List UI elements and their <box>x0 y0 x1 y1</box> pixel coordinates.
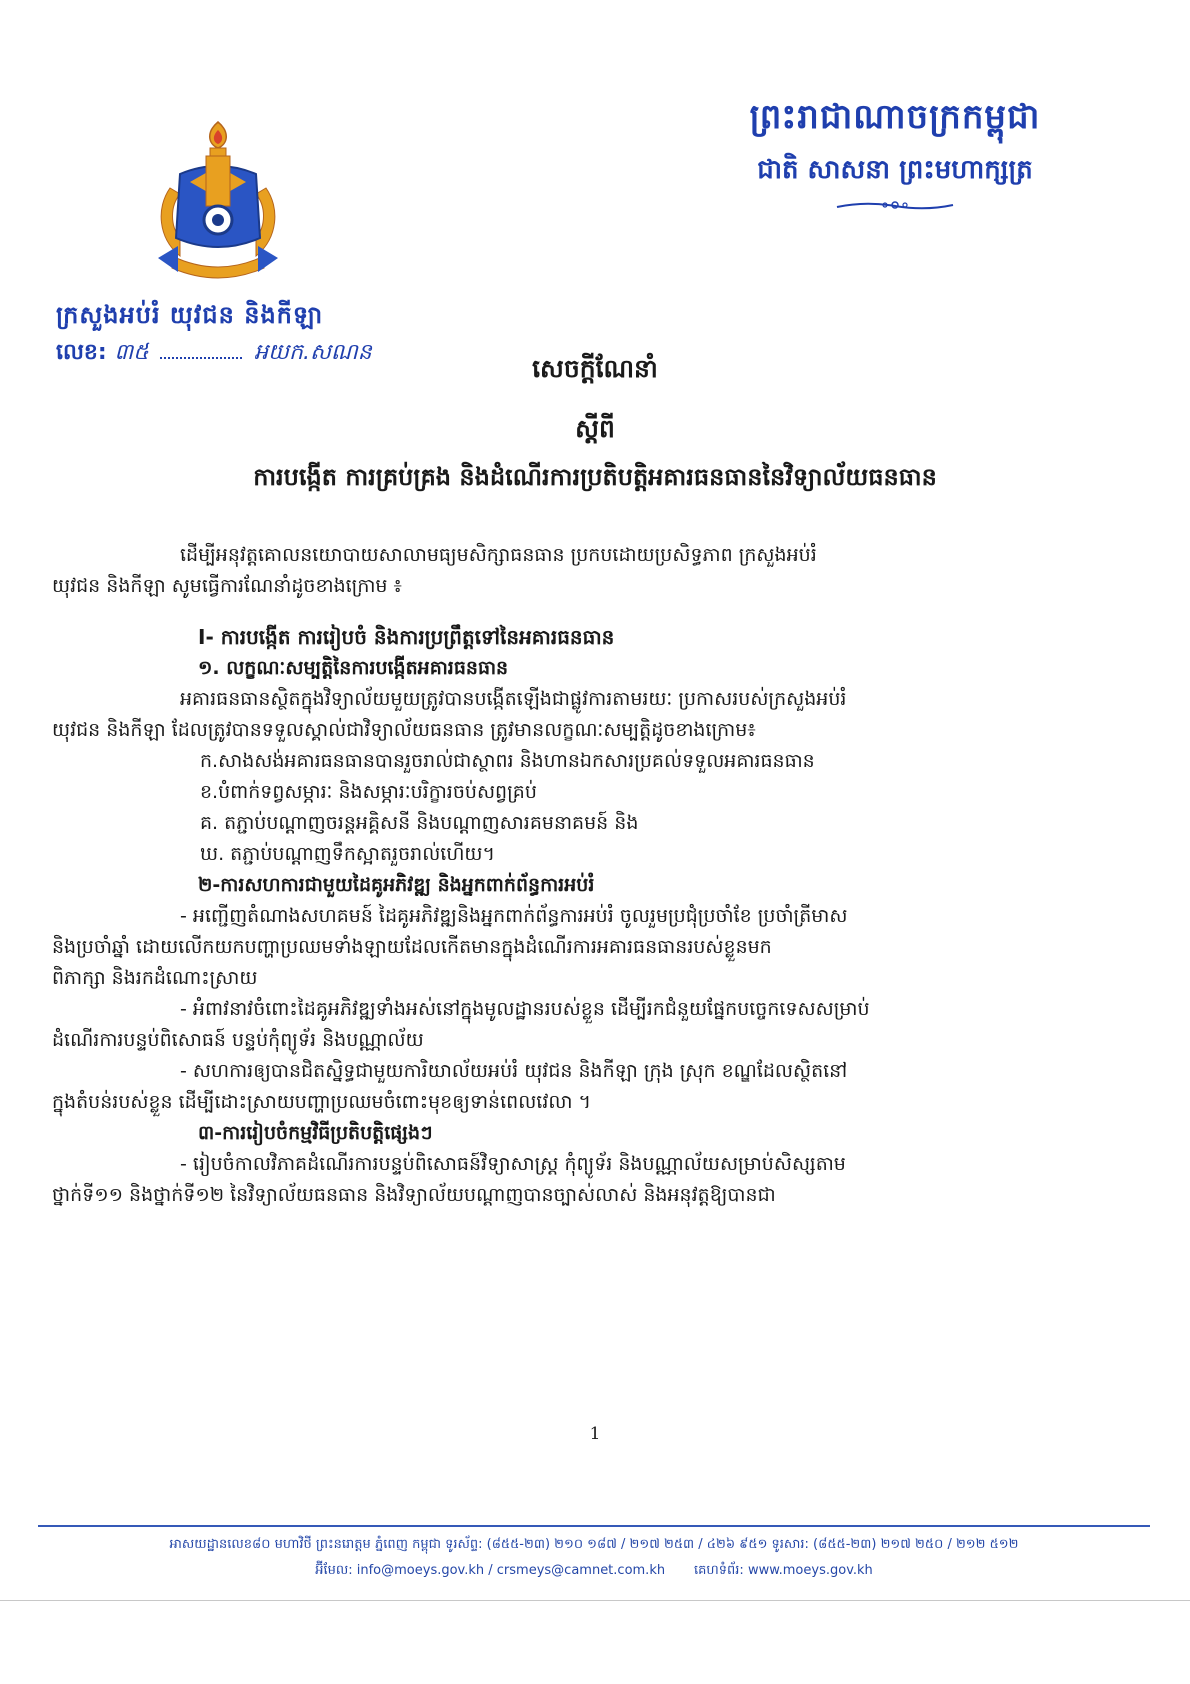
paragraph-line: - អញ្ជើញតំណាងសហគមន៍ ដៃគូអភិវឌ្ឍនិងអ្នកពាក់ព័ន្ធការអប់រំ ចូលរួមប្រជុំប្រចាំខែ ប្រចាំត្រីមាស <box>180 905 848 927</box>
ministry-emblem-icon <box>150 118 286 286</box>
list-item: ក.សាងសង់អគារធនធានបានរួចរាល់ជាស្ថាពរ និងហានឯកសារប្រគល់ទទួលអគារធនធាន <box>200 750 815 772</box>
page-number: 1 <box>589 1424 601 1444</box>
list-item: ខ.បំពាក់ទព្វសម្ភារៈ និងសម្ភារៈបរិក្ខារចប់សព្វគ្រប់ <box>200 781 537 803</box>
scan-edge-line <box>0 1600 1190 1601</box>
footer-divider <box>38 1525 1150 1527</box>
ref-number: ៣៥ <box>114 340 149 365</box>
section-heading: I- ការបង្កើត ការរៀបចំ និងការប្រព្រឹត្តទៅនៃអគារធនធាន <box>198 625 615 649</box>
email-links[interactable]: info@moeys.gov.kh / crsmeys@camnet.com.kh <box>356 1563 666 1578</box>
kingdom-title: ព្រះរាជាណាចក្រកម្ពុជា <box>749 97 1041 137</box>
subject-title: ការបង្កើត ការគ្រប់គ្រង និងដំណើរការប្រតិបត្តិអគារធនធាននៃវិទ្យាល័យធនធាន <box>253 463 937 491</box>
paragraph-line: - រៀបចំកាលវិភាគដំណើរការបន្ទប់ពិសោធន៍វិទ្យាសាស្ត្រ កុំព្យូទ័រ និងបណ្ណាល័យសម្រាប់សិស្សតាម <box>180 1153 846 1175</box>
website-link[interactable]: www.moeys.gov.kh <box>747 1563 873 1578</box>
list-item: ឃ. តភ្ជាប់បណ្តាញទឹកស្អាតរួចរាល់ហើយ។ <box>200 843 496 865</box>
subsection-heading: ៣-ការរៀបចំកម្មវិធីប្រតិបត្តិផ្សេងៗ <box>198 1122 433 1144</box>
doc-type-title: សេចក្តីណែនាំ <box>532 354 658 383</box>
subsection-heading: ១. លក្ខណៈសម្បត្តិនៃការបង្កើតអគារធនធាន <box>198 657 509 679</box>
kingdom-header <box>700 95 1090 217</box>
website-label: គេហទំព័រ: <box>694 1563 744 1578</box>
footer-address: អាសយដ្ឋានលេខ៨០ មហាវិថី ព្រះនរោត្តម ភ្នំពេញ កម្ពុជា ទូរស័ព្ទ: (៨៥៥-២៣) ២១០ ១៨៧ / ២១៧ ២៥៣ / ៤២៦ ៩៥១ ទូរសារ: (៨៥៥-២៣) ២១៧ ២៥០ / ២១២ ៥១២ <box>169 1537 1019 1552</box>
about-title: ស្តីពី <box>575 414 615 443</box>
email-label: អ៊ីមែល: <box>315 1563 353 1578</box>
paragraph-line: ថ្នាក់ទី១១ និងថ្នាក់ទី១២ នៃវិទ្យាល័យធនធាន និងវិទ្យាល័យបណ្តាញបានច្បាស់លាស់ និងអនុវត្តឱ្យបានជា <box>52 1184 776 1206</box>
paragraph-line: ដំណើរការបន្ទប់ពិសោធន៍ បន្ទប់កុំព្យូទ័រ និងបណ្ណាល័យ <box>52 1029 424 1051</box>
document-body <box>52 540 1122 1211</box>
ministry-name: ក្រសួងអប់រំ យុវជន និងកីឡា <box>56 301 324 329</box>
ornament-divider-icon <box>835 197 955 213</box>
paragraph-line: និងប្រចាំឆ្នាំ ដោយលើកយកបញ្ហាប្រឈមទាំងឡាយដែលកើតមានក្នុងដំណើរការអគារធនធានរបស់ខ្លួនមក <box>52 936 772 958</box>
kingdom-motto: ជាតិ សាសនា ព្រះមហាក្សត្រ <box>757 155 1033 185</box>
paragraph-line: - សហការឲ្យបានជិតស្និទ្ធជាមួយការិយាល័យអប់រំ យុវជន និងកីឡា ក្រុង ស្រុក ខណ្ឌដែលស្ថិតនៅ <box>180 1060 848 1082</box>
intro-line: ដើម្បីអនុវត្តគោលនយោបាយសាលាមធ្យមសិក្សាធនធាន ប្រកបដោយប្រសិទ្ធភាព ក្រសួងអប់រំ <box>180 544 817 566</box>
paragraph-line: អគារធនធានស្ថិតក្នុងវិទ្យាល័យមួយត្រូវបានបង្កើតឡើងជាផ្លូវការតាមរយៈ ប្រកាសរបស់ក្រសួងអប់រំ <box>180 688 847 710</box>
paragraph-line: ក្នុងតំបន់របស់ខ្លួន ដើម្បីដោះស្រាយបញ្ហាប្រឈមចំពោះមុខឲ្យទាន់ពេលវេលា ។ <box>52 1091 592 1113</box>
subsection-heading: ២-ការសហការជាមួយដៃគូអភិវឌ្ឍ និងអ្នកពាក់ព័ន្ធការអប់រំ <box>198 874 595 896</box>
ref-code: អយក.សណន <box>254 340 372 365</box>
paragraph-line: - អំពាវនាវចំពោះដៃគូអភិវឌ្ឍទាំងអស់នៅក្នុងមូលដ្ឋានរបស់ខ្លួន ដើម្បីរកជំនួយផ្នែកបច្ចេកទេសសម្រាប់ <box>180 998 870 1020</box>
ref-label: លេខ: <box>56 340 107 365</box>
list-item: គ. តភ្ជាប់បណ្តាញចរន្តអគ្គិសនី និងបណ្តាញសារគមនាគមន៍ និង <box>200 812 639 834</box>
footer-contact <box>38 1562 1150 1581</box>
paragraph-line: យុវជន និងកីឡា ដែលត្រូវបានទទួលស្គាល់ជាវិទ្យាល័យធនធាន ត្រូវមានលក្ខណៈសម្បត្តិដូចខាងក្រោម៖ <box>52 719 756 741</box>
paragraph-line: ពិភាក្សា និងរកដំណោះស្រាយ <box>52 967 258 989</box>
intro-line: យុវជន និងកីឡា សូមធ្វើការណែនាំដូចខាងក្រោម ៖ <box>52 575 402 597</box>
